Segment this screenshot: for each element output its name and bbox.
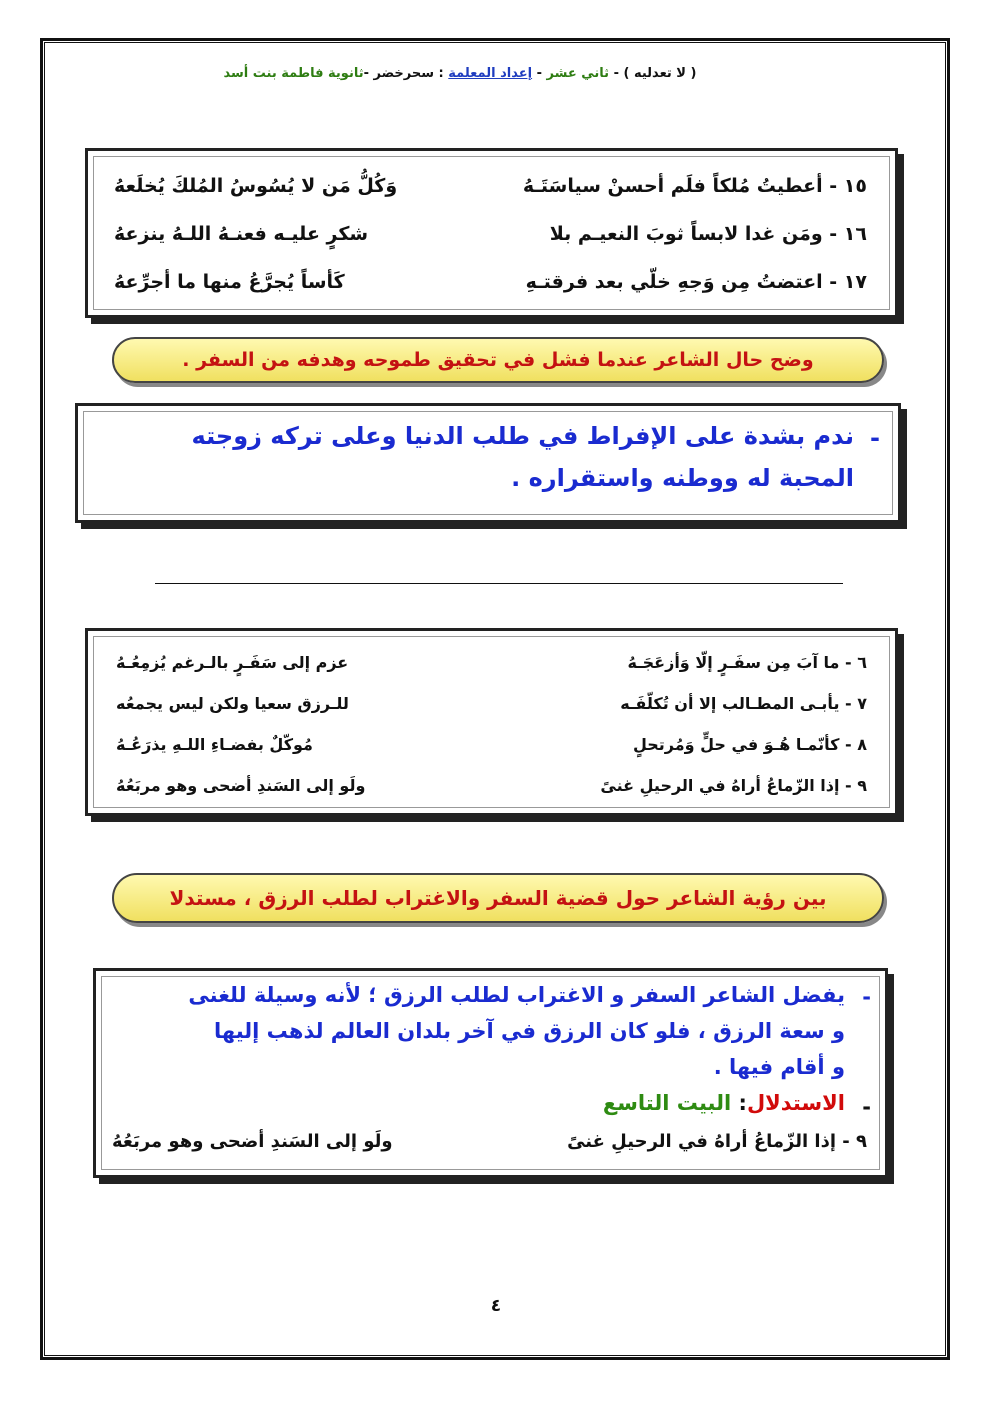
answer-1-line-1: ندم بشدة على الإفراط في طلب الدنيا وعلى تركه زوجته (191, 422, 854, 450)
verse-row (94, 271, 889, 305)
verse-first-hemistich: ٩ - إذا الزّماعُ أراهُ في الرحيلِ غنىً (600, 776, 867, 795)
evidence-verse-first-hemistich: ٩ - إذا الزّماعُ أراهُ في الرحيلِ غنىً (567, 1131, 867, 1152)
question-1-text: وضح حال الشاعر عندما فشل في تحقيق طموحه وهدفه من السفر . (182, 349, 814, 371)
evidence-value: البيت التاسع (602, 1091, 732, 1115)
header-prepared-by: إعداد المعلمة (448, 66, 533, 81)
question-2-text: بين رؤية الشاعر حول قضية السفر والاغتراب لطلب الرزق ، مستدلا (169, 886, 827, 910)
header-school: ثانوية فاطمة بنت أسد (223, 66, 364, 81)
header-sep: - (532, 66, 547, 81)
poem-box-1 (85, 148, 898, 318)
answer-box-2 (93, 968, 888, 1178)
answer-2-line-1: يفضل الشاعر السفر و الاغتراب لطلب الرزق ؛ لأنه وسيلة للغنى (188, 983, 845, 1007)
verse-first-hemistich: ١٥ - أعطيتُ مُلكاً فلَم أحسنْ سياسَتَـهُ (522, 175, 867, 197)
verse-row (94, 653, 889, 687)
verse-row (94, 175, 889, 209)
section-divider (155, 583, 843, 584)
verse-row (94, 735, 889, 769)
header-teacher: : سحرخضر - (363, 66, 449, 81)
verse-first-hemistich: ٨ - كأنّمـا هُـوَ في حلٍّ وَمُرتحلٍ (632, 735, 867, 754)
poem-box-1-inner (93, 156, 890, 310)
verse-first-hemistich: ٧ - يأبـى المطـالب إلا أن تُكلّفَـه (620, 694, 867, 713)
answer-2-line-3: و أقام فيها . (713, 1055, 845, 1079)
header-note: ( لا تعدليه ) (623, 66, 697, 81)
poem-box-2-inner (93, 636, 890, 808)
header-sep: - (609, 66, 624, 81)
verse-second-hemistich: ولَو إلى السَندِ أضحى وهو مربَعُهُ (116, 776, 366, 795)
evidence-line (603, 1091, 845, 1115)
verse-row (94, 223, 889, 257)
answer-2-dash: - (862, 1095, 871, 1119)
verse-second-hemistich: وَكُلُّ مَن لا يُسُوسُ المُلكَ يُخلَعهُ (114, 175, 398, 197)
question-2-banner (112, 873, 884, 923)
verse-first-hemistich: ٦ - ما آبَ مِن سفَـرٍ إلّا وَأزعَجَـهُ (627, 653, 867, 672)
verse-second-hemistich: مُوكّلٌ بفضـاءِ اللـهِ يذرَعُـهُ (116, 735, 313, 754)
answer-1-dash: - (870, 424, 880, 452)
header-grade: ثاني عشر (546, 66, 610, 81)
page-number: ٤ (490, 1296, 502, 1316)
verse-second-hemistich: كَأساً يُجرَّعُ منها ما أجرِّعهُ (114, 271, 345, 293)
verse-row (94, 776, 889, 810)
verse-first-hemistich: ١٧ - اعتضتُ مِن وَجهِ خلّي بعد فرقتـهِ (525, 271, 867, 293)
verse-row (94, 694, 889, 728)
question-1-banner (112, 337, 884, 383)
verse-second-hemistich: عزم إلى سَفَـرٍ بالـرغم يُزمِعُـهُ (116, 653, 349, 672)
evidence-label: الاستدلال (746, 1091, 845, 1115)
answer-2-dash: - (862, 985, 871, 1009)
answer-1-line-2: المحبة له ووطنه واستقراره . (511, 464, 854, 492)
verse-first-hemistich: ١٦ - ومَن غدا لابساً ثوبَ النعيـم بلا (549, 223, 867, 245)
page-header (180, 66, 740, 88)
evidence-colon: : (738, 1091, 747, 1115)
answer-box-1 (75, 403, 901, 523)
verse-second-hemistich: شكرٍ عليـه فعنـهُ اللـهُ ينزعهُ (114, 223, 369, 245)
verse-second-hemistich: للـرزق سعيا ولكن ليس يجمعُه (116, 694, 349, 713)
evidence-verse-second-hemistich: ولَو إلى السَندِ أضحى وهو مربَعُهُ (112, 1131, 393, 1152)
poem-box-2 (85, 628, 898, 816)
answer-2-line-2: و سعة الرزق ، فلو كان الرزق في آخر بلدان العالم لذهب إليها (213, 1019, 845, 1043)
